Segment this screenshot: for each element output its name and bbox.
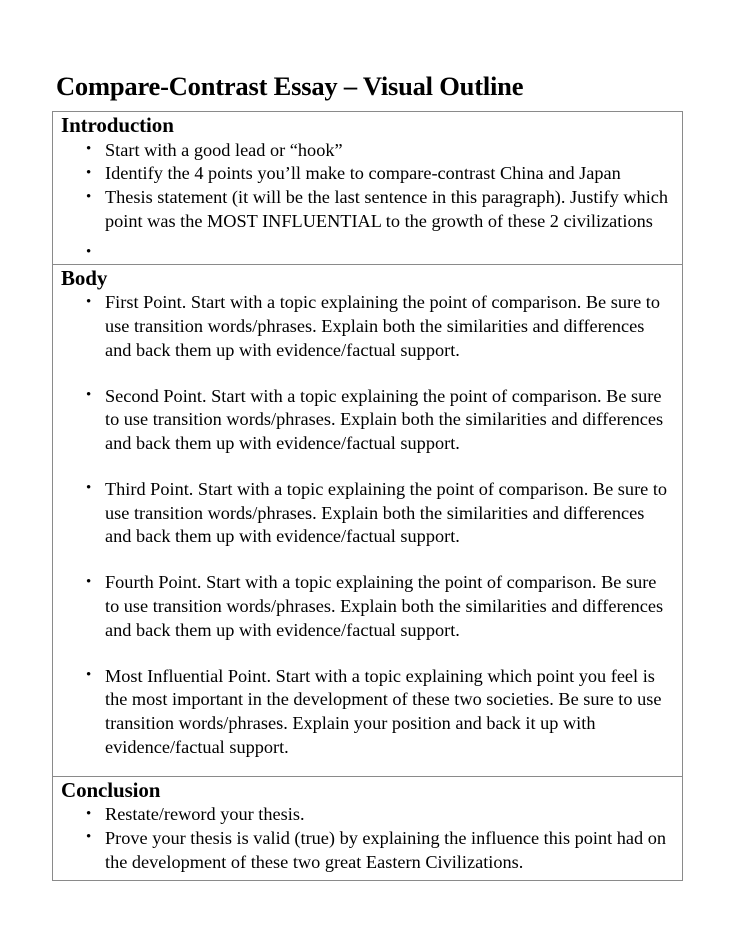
list-item: • Fourth Point. Start with a topic explaining the point of comparison. Be sure to use transition words/phrases. Explain both the similarities and differences and back them up with evidence/factual support. xyxy=(53,571,672,642)
list-item: • Start with a good lead or “hook” xyxy=(53,139,672,163)
list-item: • Second Point. Start with a topic explaining the point of comparison. Be sure to use transition words/phrases. Explain both the similarities and differences and back them up with evidence/factual support. xyxy=(53,385,672,456)
list-item: • Restate/reword your thesis. xyxy=(53,803,672,827)
list-item: • Identify the 4 points you’ll make to compare-contrast China and Japan xyxy=(53,162,672,186)
list-item: • Third Point. Start with a topic explaining the point of comparison. Be sure to use transition words/phrases. Explain both the similarities and differences and back them up with evidence/factual support. xyxy=(53,478,672,549)
section-introduction xyxy=(53,112,682,265)
section-conclusion xyxy=(53,777,682,880)
section-heading-body: Body xyxy=(61,265,108,290)
section-heading-introduction: Introduction xyxy=(61,113,174,137)
section-body xyxy=(53,265,682,777)
introduction-bullet-list xyxy=(53,139,682,264)
page-title: Compare-Contrast Essay – Visual Outline xyxy=(56,70,524,101)
outline-table xyxy=(52,111,683,881)
list-item: • Thesis statement (it will be the last sentence in this paragraph). Justify which point was the MOST INFLUENTIAL to the growth of these 2 civilizations xyxy=(53,186,672,234)
section-heading-conclusion: Conclusion xyxy=(61,777,161,802)
conclusion-bullet-list xyxy=(53,803,682,874)
list-item-empty xyxy=(53,242,672,262)
list-item: • Prove your thesis is valid (true) by explaining the influence this point had on the development of these two great Eastern Civilizations. xyxy=(53,827,672,875)
list-item: • First Point. Start with a topic explaining the point of comparison. Be sure to use transition words/phrases. Explain both the similarities and differences and back them up with evidence/factual support. xyxy=(53,291,672,362)
body-bullet-list xyxy=(53,291,682,760)
list-item: • Most Influential Point. Start with a topic explaining which point you feel is the most important in the development of these two societies. Be sure to use transition words/phrases. Explain your position and back it up with evidence/factual support. xyxy=(53,665,672,760)
